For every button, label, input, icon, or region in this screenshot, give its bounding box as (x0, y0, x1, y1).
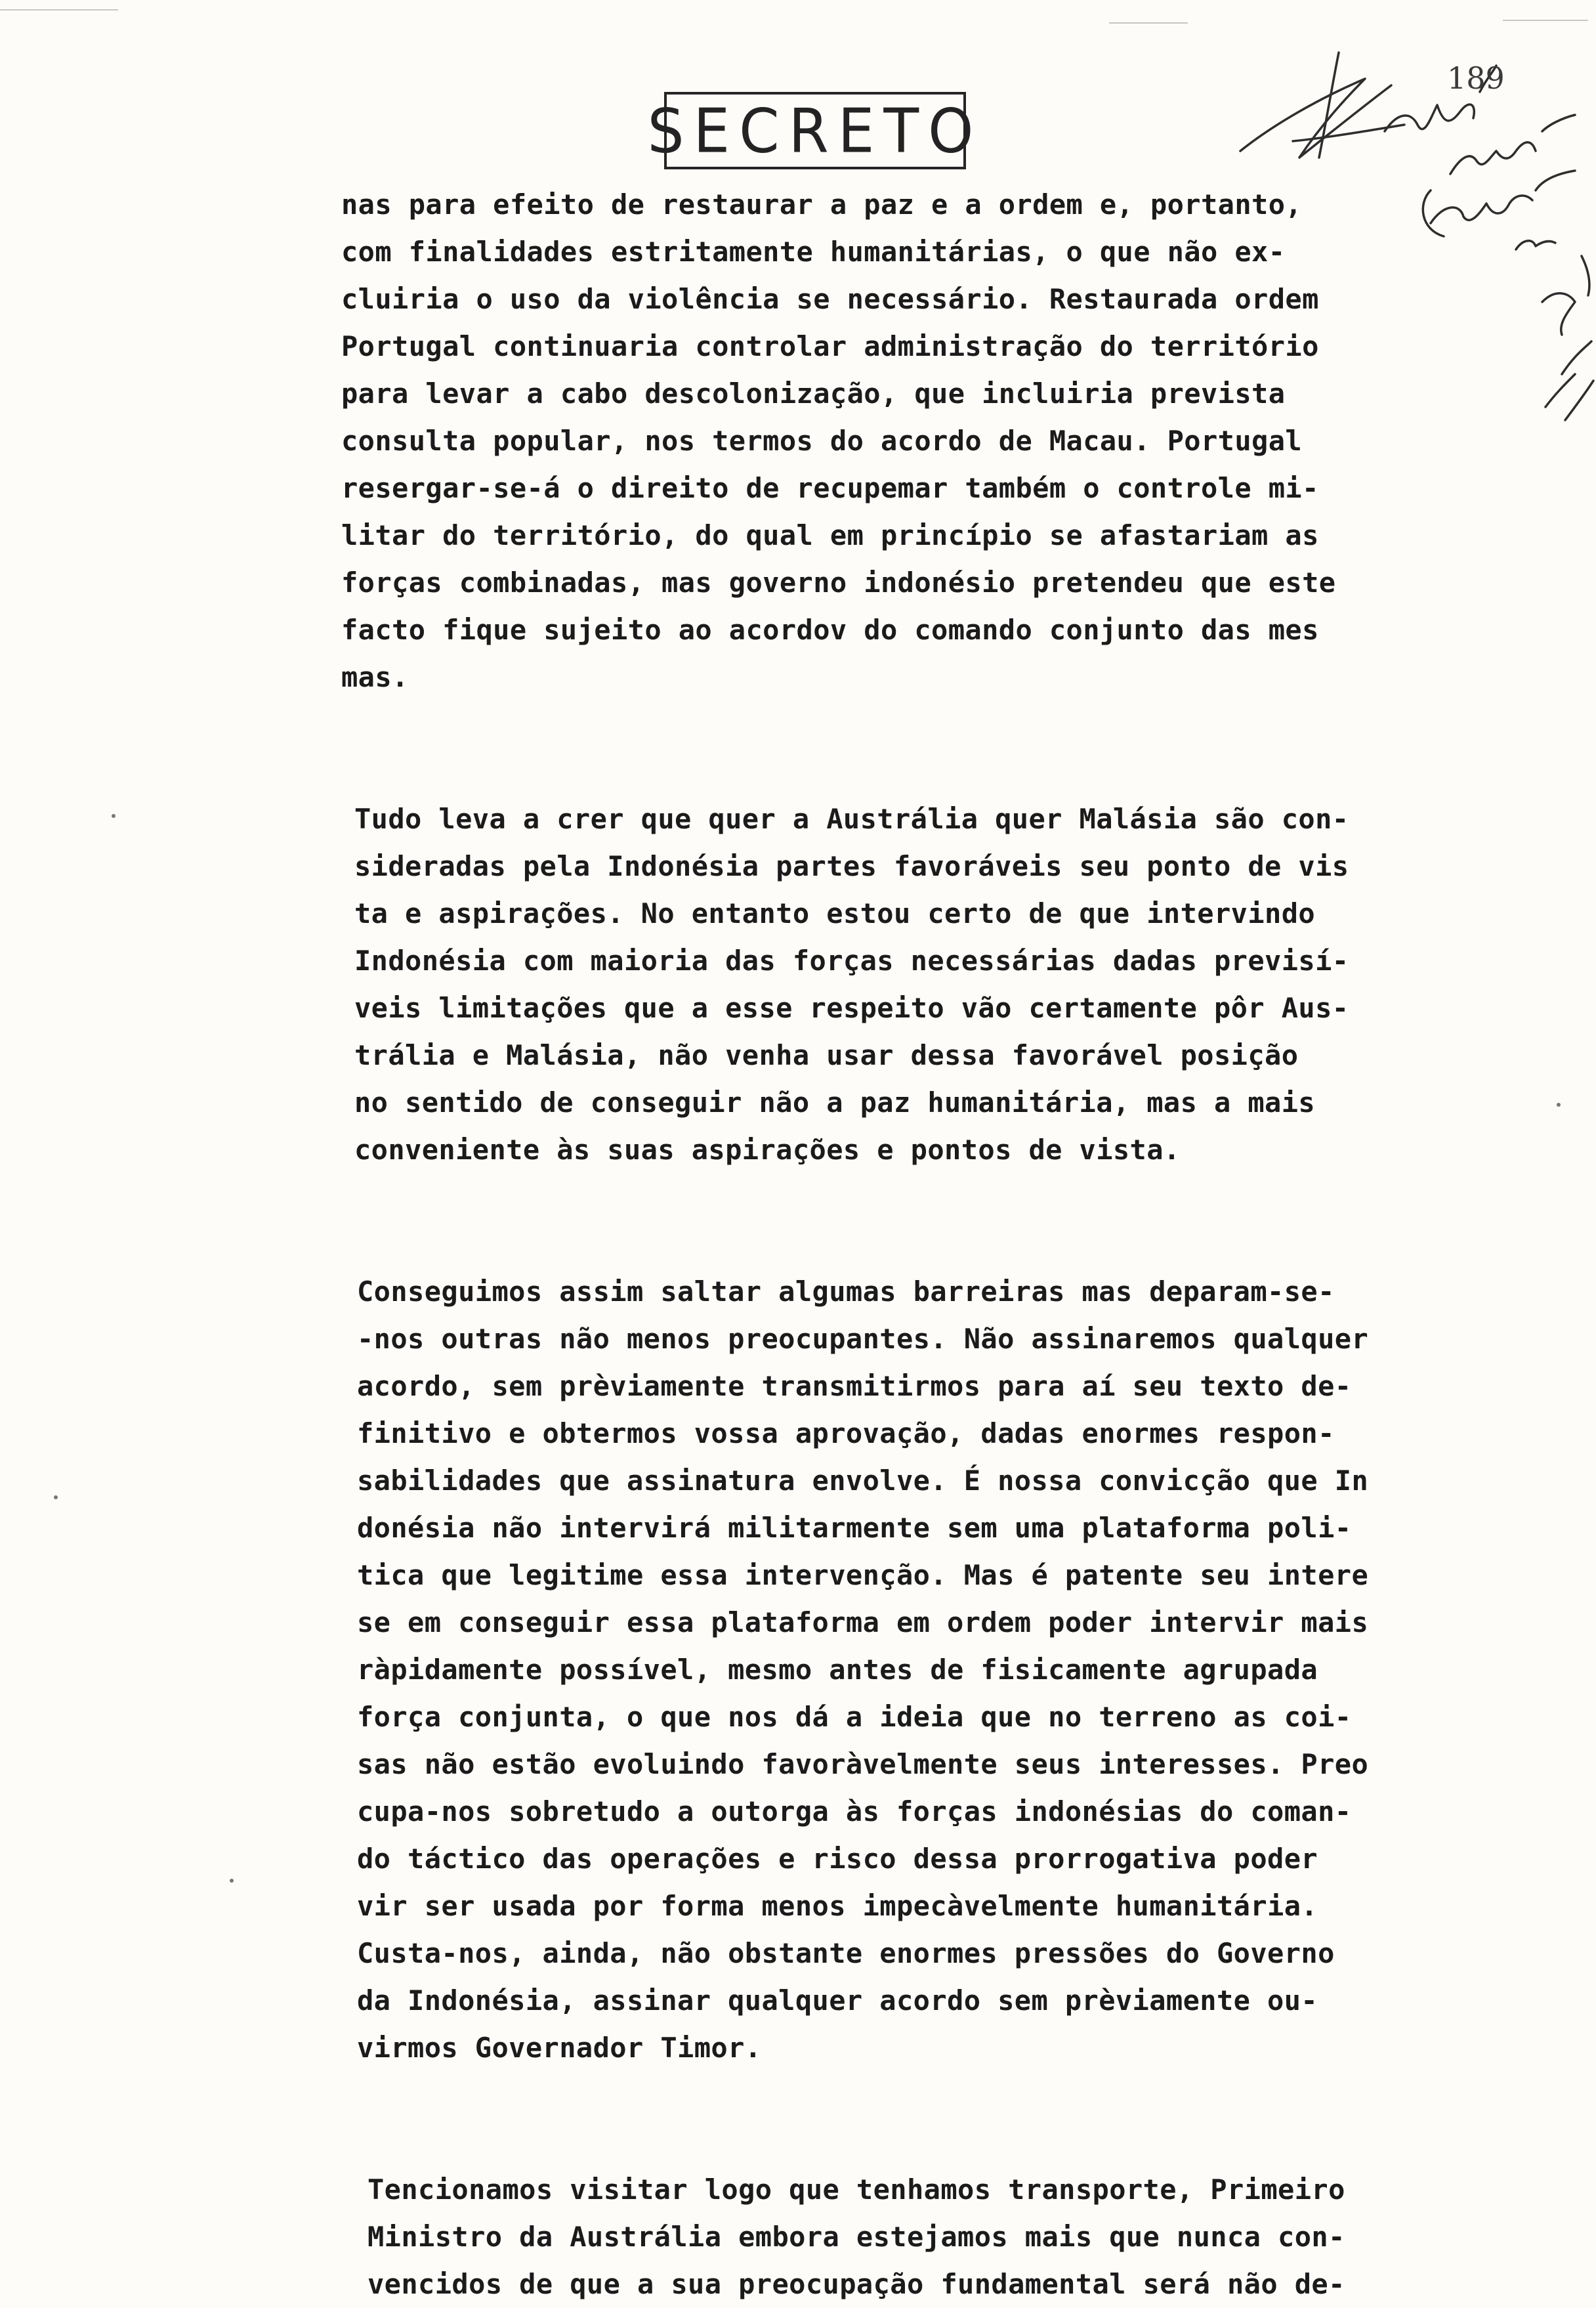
text-line: cupa-nos sobretudo a outorga às forças indonésias do coman- (357, 1795, 1352, 1827)
text-line: virmos Governador Timor. (357, 2032, 762, 2064)
document-body (341, 181, 1588, 2308)
text-line: nas para efeito de restaurar a paz e a ordem e, portanto, (341, 188, 1303, 221)
text-line: donésia não intervirá militarmente sem uma plataforma poli- (357, 1512, 1352, 1544)
text-line: resergar-se-á o direito de recupemar também o controle mi- (341, 472, 1319, 504)
text-line: litar do território, do qual em princípio se afastariam as (341, 519, 1319, 551)
text-line: mas. (341, 661, 409, 693)
text-line: do táctico das operações e risco dessa prorrogativa poder (357, 1843, 1318, 1875)
scan-speck (54, 1495, 58, 1499)
text-line: tica que legitime essa intervenção. Mas é patente seu intere (357, 1559, 1369, 1591)
text-line: da Indonésia, assinar qualquer acordo sem prèviamente ou- (357, 1984, 1318, 2017)
text-line: veis limitações que a esse respeito vão certamente pôr Aus- (354, 992, 1349, 1024)
text-line: ta e aspirações. No entanto estou certo de que intervindo (354, 897, 1316, 930)
text-line: Tudo leva a crer que quer a Austrália quer Malásia são con- (354, 803, 1349, 835)
text-line: trália e Malásia, não venha usar dessa favorável posição (354, 1039, 1299, 1071)
text-line: cluiria o uso da violência se necessário. Restaurada ordem (341, 283, 1319, 315)
paragraph (354, 796, 1588, 1174)
text-line: consulta popular, nos termos do acordo de Macau. Portugal (341, 425, 1303, 457)
scan-speck (230, 1879, 234, 1883)
text-line: forças combinadas, mas governo indonésio pretendeu que este (341, 566, 1336, 599)
text-line: acordo, sem prèviamente transmitirmos para aí seu texto de- (357, 1370, 1352, 1402)
text-line: finitivo e obtermos vossa aprovação, dadas enormes respon- (357, 1417, 1335, 1449)
text-line: para levar a cabo descolonização, que incluiria prevista (341, 377, 1286, 410)
page-number: 189 (1447, 60, 1505, 96)
scan-artifact-line (0, 9, 118, 11)
text-line: sas não estão evoluindo favoràvelmente seus interesses. Preo (357, 1748, 1369, 1780)
text-line: Custa-nos, ainda, não obstante enormes pressões do Governo (357, 1937, 1335, 1969)
text-line: Conseguimos assim saltar algumas barreiras mas deparam-se- (357, 1275, 1335, 1308)
text-line: no sentido de conseguir não a paz humanitária, mas a mais (354, 1086, 1316, 1119)
scan-artifact-line (1503, 20, 1588, 21)
text-line: facto fique sujeito ao acordov do comando conjunto das mes (341, 614, 1319, 646)
text-line: com finalidades estritamente humanitárias, o que não ex- (341, 236, 1286, 268)
text-line: vir ser usada por forma menos impecàvelmente humanitária. (357, 1890, 1318, 1922)
text-line: ràpidamente possível, mesmo antes de fisicamente agrupada (357, 1654, 1318, 1686)
text-line: sabilidades que assinatura envolve. É nossa convicção que In (357, 1464, 1369, 1497)
paragraph (357, 1268, 1588, 2072)
text-line: conveniente às suas aspirações e pontos de vista. (354, 1134, 1181, 1166)
text-line: -nos outras não menos preocupantes. Não assinaremos qualquer (357, 1323, 1369, 1355)
text-line: vencidos de que a sua preocupação fundamental será não de- (368, 2268, 1345, 2300)
scan-speck (112, 814, 116, 818)
text-line: Portugal continuaria controlar administração do território (341, 330, 1319, 362)
secret-stamp (647, 92, 983, 169)
paragraph (368, 2166, 1588, 2308)
secret-stamp-text: SECRETO (647, 95, 983, 167)
text-line: sideradas pela Indonésia partes favoráveis seu ponto de vis (354, 850, 1349, 882)
text-line: força conjunta, o que nos dá a ideia que no terreno as coi- (357, 1701, 1352, 1733)
paragraph (341, 181, 1588, 701)
text-line: se em conseguir essa plataforma em ordem poder intervir mais (357, 1606, 1369, 1638)
text-line: Tencionamos visitar logo que tenhamos transporte, Primeiro (368, 2173, 1345, 2206)
scan-artifact-line (1109, 22, 1188, 24)
text-line: Indonésia com maioria das forças necessárias dadas previsí- (354, 945, 1349, 977)
text-line: Ministro da Austrália embora estejamos mais que nunca con- (368, 2221, 1345, 2253)
